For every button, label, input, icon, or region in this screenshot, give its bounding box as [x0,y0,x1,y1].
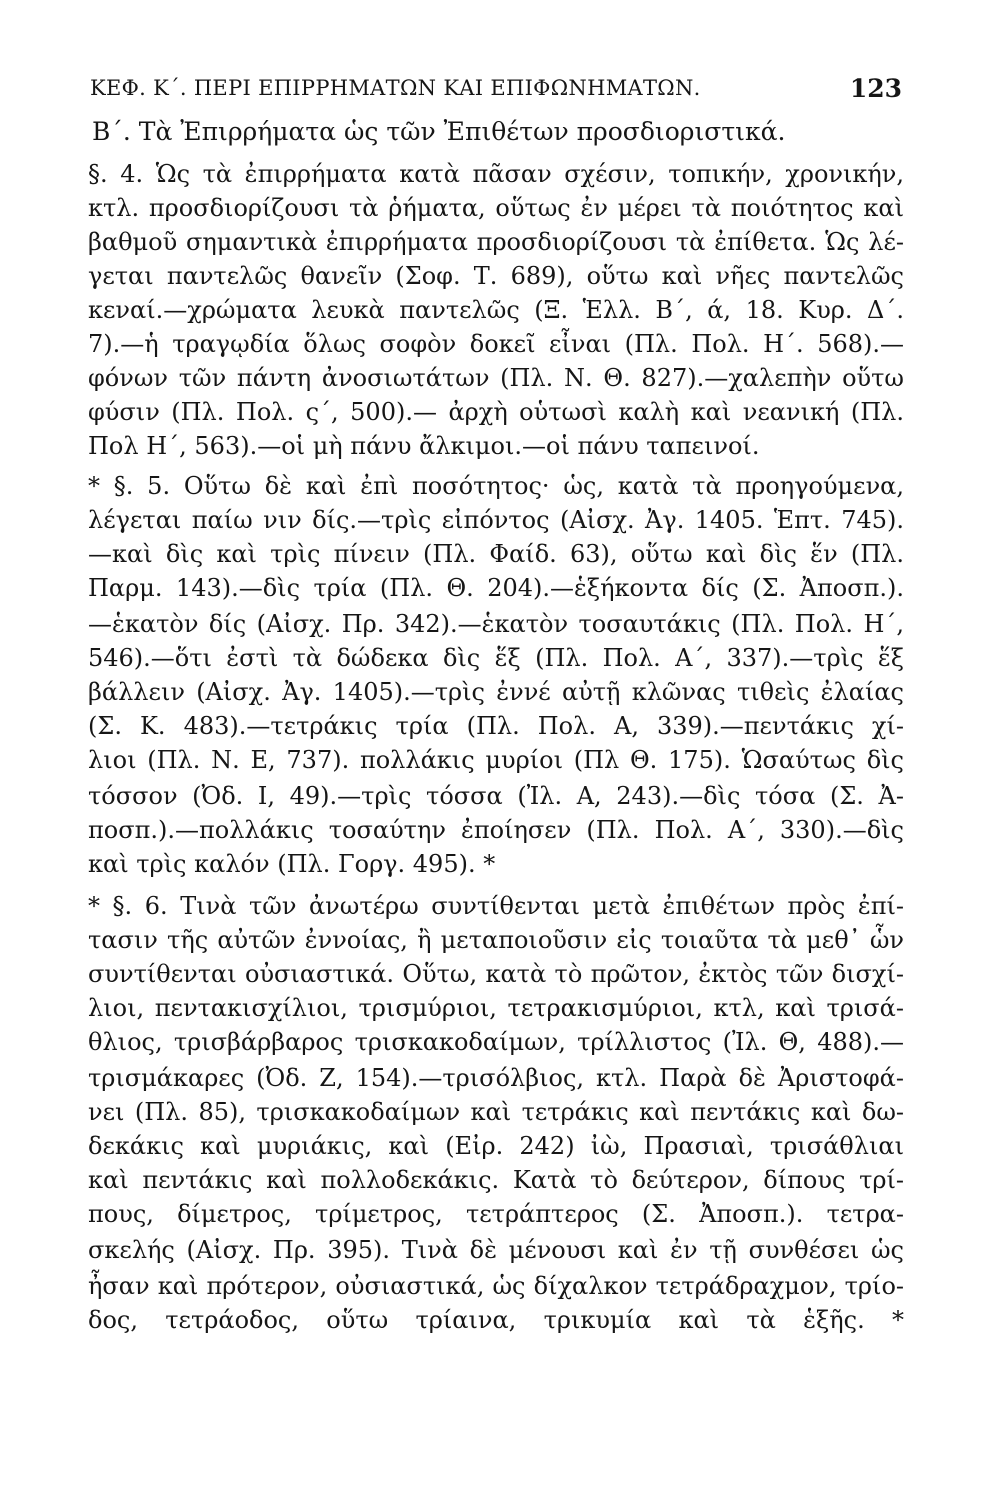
section-heading: Β΄. Τὰ Ἐπιρρήματα ὡς τῶν Ἐπιθέτων προσδιοριστικά. [92,117,786,146]
text-line: ποσπ.).—πολλάκις τοσαύτην ἐποίησεν (Πλ. Πολ. Α΄, 330).—δὶς [88,816,904,844]
text-line: * §. 6. Τινὰ τῶν ἀνωτέρω συντίθενται μετὰ ἐπιθέτων πρὸς ἐπί- [88,892,904,920]
text-line: κτλ. προσδιορίζουσι τὰ ῥήματα, οὕτως ἐν μέρει τὰ ποιότητος καὶ [88,194,904,222]
running-head: ΚΕΦ. Κ΄. ΠΕΡΙ ΕΠΙΡΡΗΜΑΤΩΝ ΚΑΙ ΕΠΙΦΩΝΗΜΑΤΩΝ. [90,76,701,100]
text-line: §. 4. Ὡς τὰ ἐπιρρήματα κατὰ πᾶσαν σχέσιν, τοπικήν, χρονικήν, [88,160,904,188]
text-line: σκελής (Αἰσχ. Πρ. 395). Τινὰ δὲ μένουσι καὶ ἐν τῇ συνθέσει ὡς [88,1236,904,1264]
text-line: φόνων τῶν πάντη ἀνοσιωτάτων (Πλ. Ν. Θ. 827).—χαλεπὴν οὕτω [88,364,904,392]
text-line: ἦσαν καὶ πρότερον, οὐσιαστικά, ὡς δίχαλκον τετράδραχμον, τρίο- [88,1272,904,1300]
text-line: βάλλειν (Αἰσχ. Ἀγ. 1405).—τρὶς ἐννέ αὐτῇ κλῶνας τιθεὶς ἐλαίας [88,678,904,706]
text-line: (Σ. Κ. 483).—τετράκις τρία (Πλ. Πολ. Α, 339).—πεντάκις χί- [88,712,904,740]
page-number: 123 [849,74,902,103]
text-line: πους, δίμετρος, τρίμετρος, τετράπτερος (Σ. Ἀποσπ.). τετρα- [88,1200,904,1228]
text-line: τασιν τῆς αὐτῶν ἐννοίας, ἢ μεταποιοῦσιν εἰς τοιαῦτα τὰ μεθ᾽ ὧν [88,926,904,954]
text-line: λιοι (Πλ. Ν. Ε, 737). πολλάκις μυρίοι (Πλ Θ. 175). Ὡσαύτως δὶς [88,746,904,774]
text-line: δος, τετράοδος, οὕτω τρίαινα, τρικυμία καὶ τὰ ἑξῆς. * [88,1306,904,1334]
text-line: λέγεται παίω νιν δίς.—τρὶς εἰπόντος (Αἰσχ. Ἀγ. 1405. Ἑπτ. 745). [88,506,904,534]
text-line: Παρμ. 143).—δὶς τρία (Πλ. Θ. 204).—ἑξήκοντα δίς (Σ. Ἀποσπ.). [88,574,904,602]
text-line: λιοι, πεντακισχίλιοι, τρισμύριοι, τετρακισμύριοι, κτλ, καὶ τρισά- [88,994,904,1022]
text-line: βαθμοῦ σημαντικὰ ἐπιρρήματα προσδιορίζουσι τὰ ἐπίθετα. Ὡς λέ- [88,228,904,256]
text-line: δεκάκις καὶ μυριάκις, καὶ (Εἰρ. 242) ἰὼ, Πρασιαὶ, τρισάθλιαι [88,1132,904,1160]
text-line: * §. 5. Οὕτω δὲ καὶ ἐπὶ ποσότητος· ὡς, κατὰ τὰ προηγούμενα, [88,472,904,500]
text-line: —ἑκατὸν δίς (Αἰσχ. Πρ. 342).—ἑκατὸν τοσαυτάκις (Πλ. Πολ. Η΄, [88,610,904,638]
text-line: νει (Πλ. 85), τρισκακοδαίμων καὶ τετράκις καὶ πεντάκις καὶ δω- [88,1098,904,1126]
text-line: τρισμάκαρες (Ὀδ. Ζ, 154).—τρισόλβιος, κτλ. Παρὰ δὲ Ἀριστοφά- [88,1064,904,1092]
text-line: 546).—ὅτι ἐστὶ τὰ δώδεκα δὶς ἕξ (Πλ. Πολ. Α΄, 337).—τρὶς ἕξ [88,644,904,672]
text-line: —καὶ δὶς καὶ τρὶς πίνειν (Πλ. Φαίδ. 63), οὕτω καὶ δὶς ἕν (Πλ. [88,540,904,568]
text-line: γεται παντελῶς θανεῖν (Σοφ. Τ. 689), οὕτω καὶ νῆες παντελῶς [88,262,904,290]
text-line: 7).—ἡ τραγῳδία ὅλως σοφὸν δοκεῖ εἶναι (Πλ. Πολ. Η΄. 568).— [88,330,904,358]
text-line: Πολ Η΄, 563).—οἱ μὴ πάνυ ἄλκιμοι.—οἱ πάνυ ταπεινοί. [88,432,760,460]
text-line: καὶ τρὶς καλόν (Πλ. Γοργ. 495). * [88,850,496,878]
text-line: φύσιν (Πλ. Πολ. ς΄, 500).— ἀρχὴ οὑτωσὶ καλὴ καὶ νεανική (Πλ. [88,398,904,426]
text-line: καὶ πεντάκις καὶ πολλοδεκάκις. Κατὰ τὸ δεύτερον, δίπους τρί- [88,1166,904,1194]
page-header [90,76,902,106]
text-line: κεναί.—χρώματα λευκὰ παντελῶς (Ξ. Ἑλλ. Β΄, ά, 18. Κυρ. Δ΄. [88,296,904,324]
text-line: θλιος, τρισβάρβαρος τρισκακοδαίμων, τρίλλιστος (Ἰλ. Θ, 488).— [88,1028,904,1056]
text-line: τόσσον (Ὀδ. Ι, 49).—τρὶς τόσσα (Ἰλ. Α, 243).—δὶς τόσα (Σ. Ἀ- [88,782,904,810]
text-line: συντίθενται οὐσιαστικά. Οὕτω, κατὰ τὸ πρῶτον, ἐκτὸς τῶν δισχί- [88,960,904,988]
